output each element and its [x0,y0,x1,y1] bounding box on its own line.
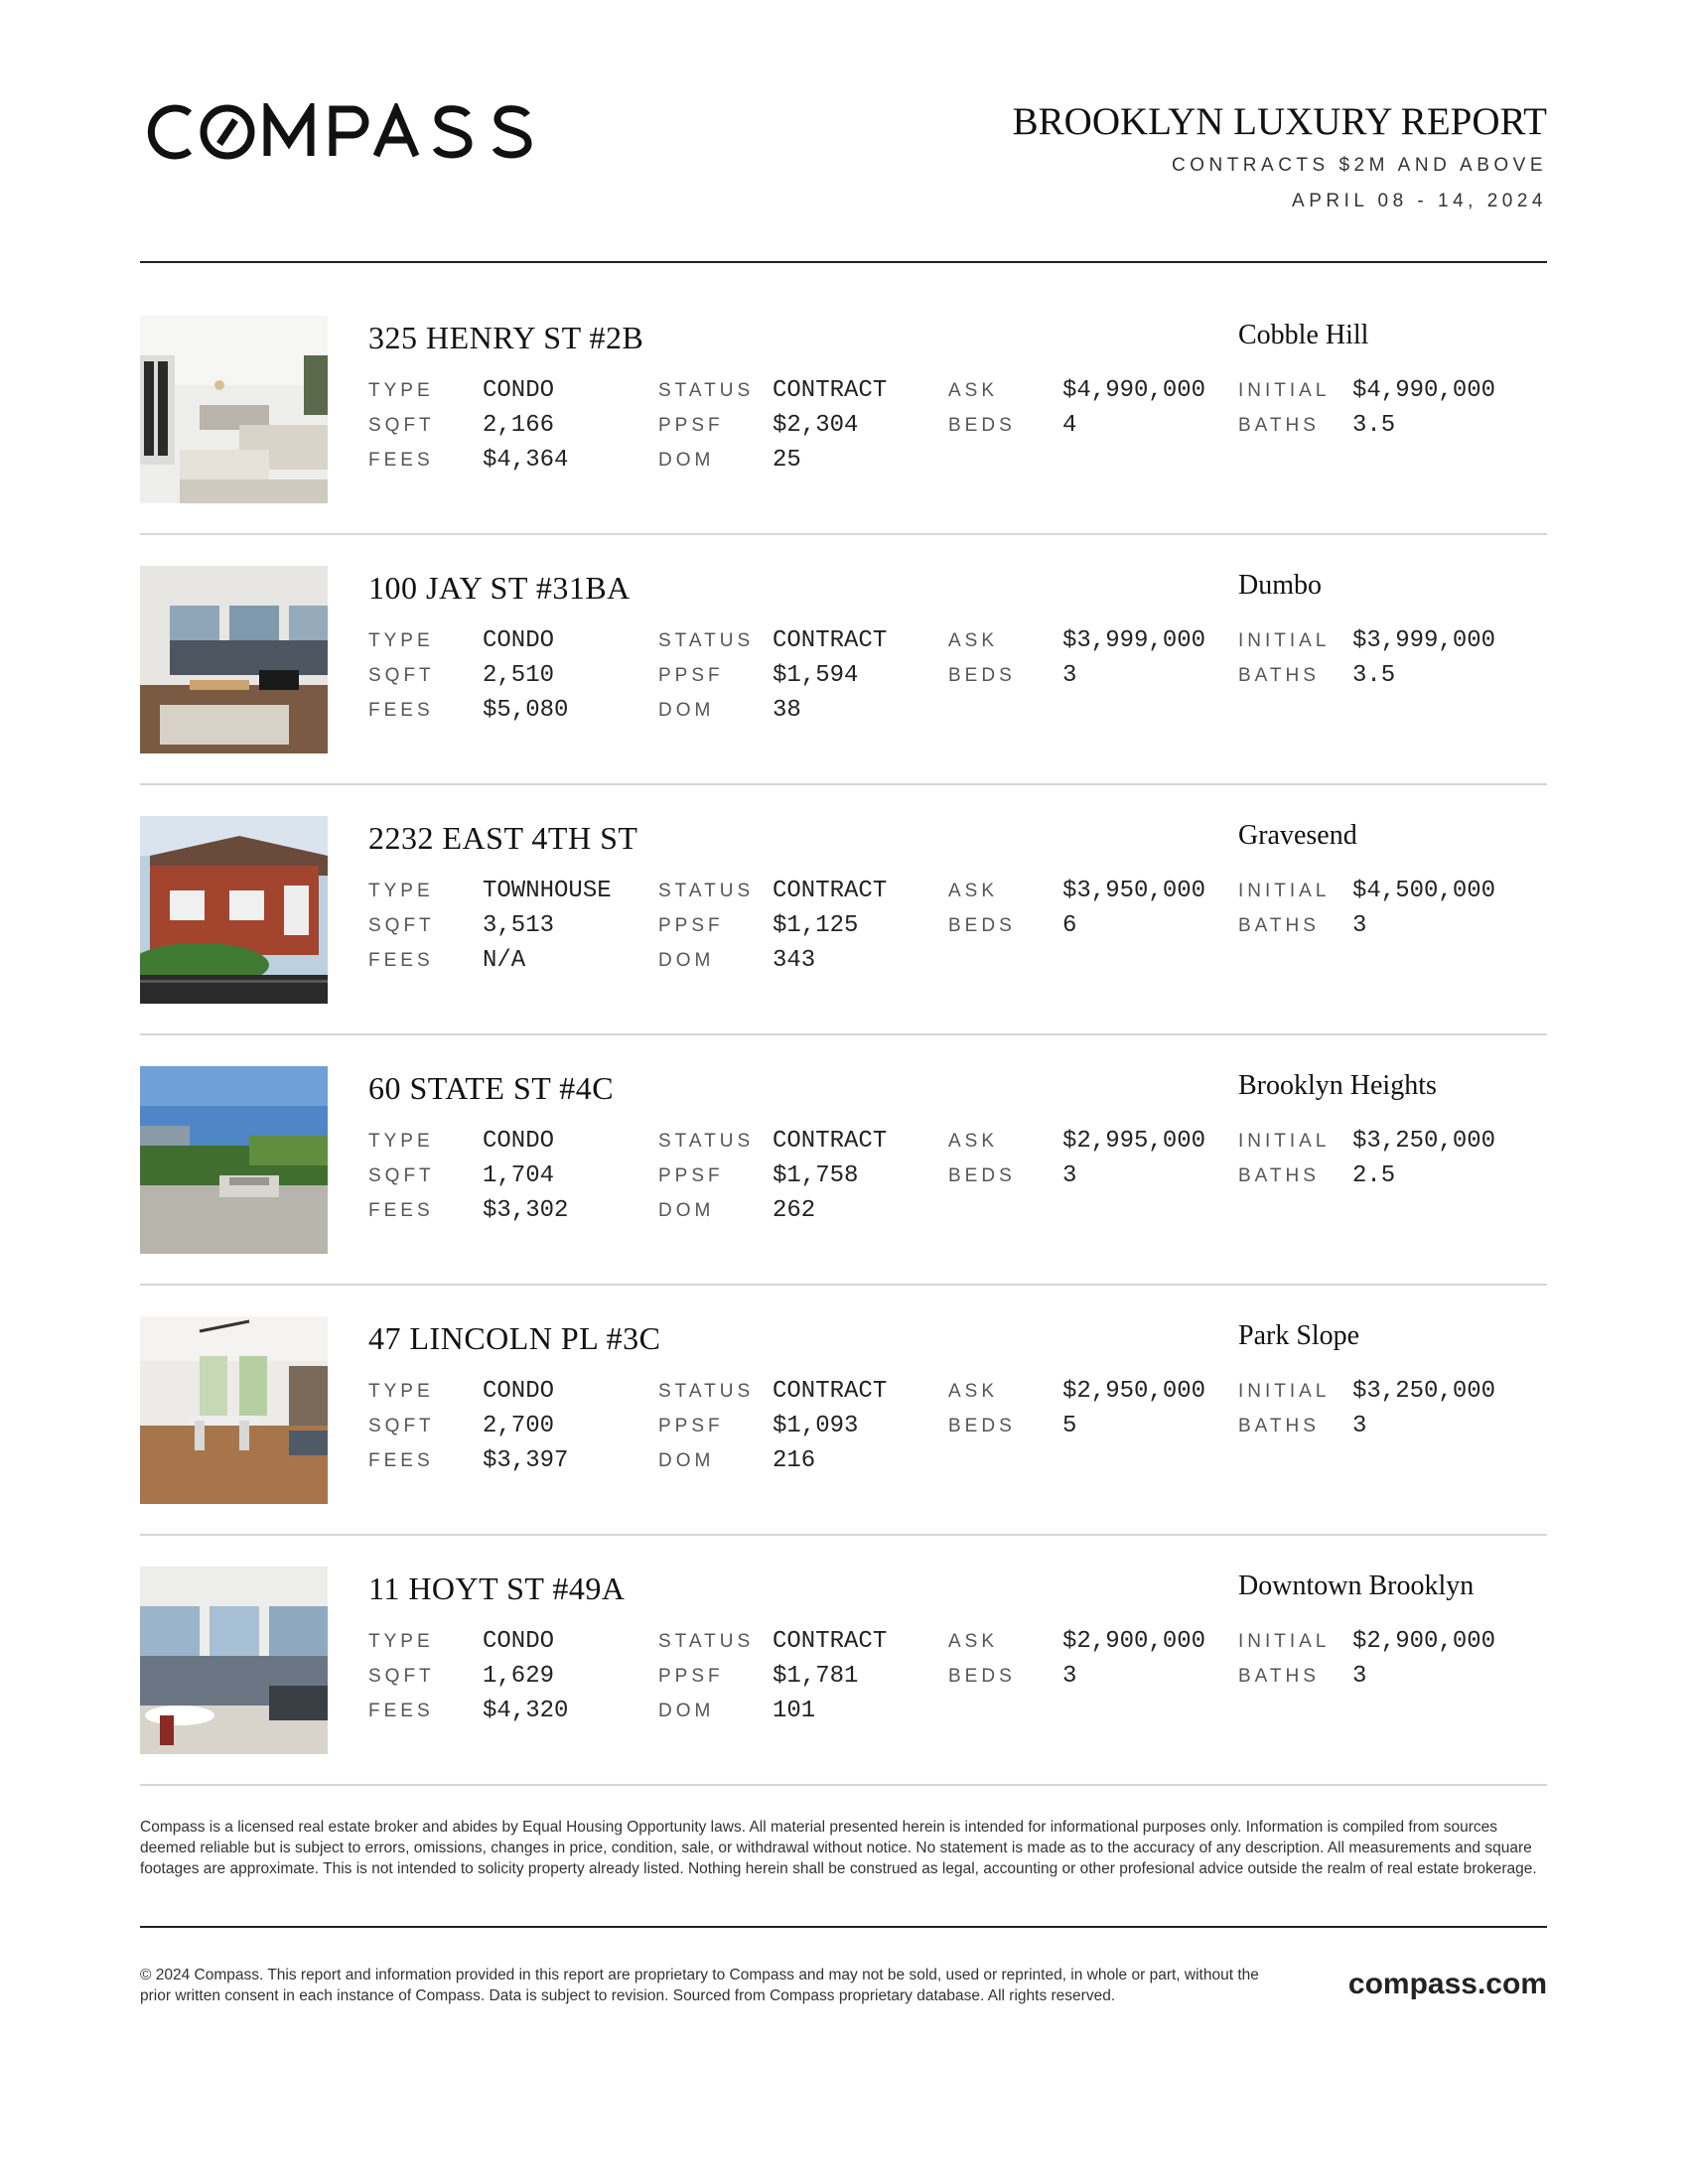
status-value: CONTRACT [773,1628,888,1655]
footer-divider [140,1926,1547,1928]
status-value: CONTRACT [773,1378,888,1405]
status-label: STATUS [658,630,755,651]
beds-value: 3 [1062,662,1077,689]
baths-value: 3 [1352,1663,1367,1690]
fees-value: $3,397 [483,1447,569,1474]
dom-value: 101 [773,1698,816,1724]
listing-address[interactable]: 325 HENRY ST #2B [368,320,644,355]
ppsf-value: $1,758 [773,1162,859,1189]
baths-label: BATHS [1238,1666,1320,1687]
beds-value: 5 [1062,1413,1077,1439]
listing-row [140,566,1547,816]
ask-value: $2,900,000 [1062,1628,1206,1655]
fees-value: $4,364 [483,447,569,474]
fees-label: FEES [368,1701,434,1721]
listing-row [140,816,1547,1066]
listing-row [140,1567,1547,1817]
listing-divider [140,1284,1547,1286]
ppsf-value: $1,125 [773,912,859,939]
status-label: STATUS [658,1131,755,1152]
beds-label: BEDS [948,1416,1016,1436]
type-value: CONDO [483,1128,555,1155]
listing-neighborhood: Park Slope [1238,1320,1360,1351]
beds-value: 6 [1062,912,1077,939]
initial-label: INITIAL [1238,1131,1331,1152]
listing-neighborhood: Cobble Hill [1238,320,1369,350]
baths-value: 3.5 [1352,662,1396,689]
ppsf-label: PPSF [658,1416,724,1436]
dom-label: DOM [658,1701,715,1721]
listing-photo[interactable] [140,816,328,1004]
initial-value: $4,500,000 [1352,878,1496,904]
compass-logo [140,103,567,161]
status-value: CONTRACT [773,377,888,404]
status-label: STATUS [658,1381,755,1402]
sqft-value: 1,704 [483,1162,555,1189]
ask-label: ASK [948,1631,999,1652]
type-label: TYPE [368,380,434,401]
fees-label: FEES [368,1450,434,1471]
listing-address[interactable]: 47 LINCOLN PL #3C [368,1320,661,1356]
dom-value: 262 [773,1197,816,1224]
listing-photo[interactable] [140,316,328,503]
fees-value: $4,320 [483,1698,569,1724]
initial-value: $2,900,000 [1352,1628,1496,1655]
listing-address[interactable]: 60 STATE ST #4C [368,1070,615,1106]
type-value: TOWNHOUSE [483,878,612,904]
baths-label: BATHS [1238,915,1320,936]
sqft-value: 2,510 [483,662,555,689]
report-subtitle: CONTRACTS $2M AND ABOVE [1171,155,1547,176]
dom-value: 343 [773,947,816,974]
listing-address[interactable]: 2232 EAST 4TH ST [368,820,638,856]
sqft-value: 1,629 [483,1663,555,1690]
compass-logo-mark [140,103,567,161]
baths-value: 3 [1352,1413,1367,1439]
type-value: CONDO [483,377,555,404]
sqft-label: SQFT [368,1416,435,1436]
listing-photo[interactable] [140,1066,328,1254]
status-value: CONTRACT [773,1128,888,1155]
listing-neighborhood: Brooklyn Heights [1238,1070,1437,1101]
disclaimer-text: Compass is a licensed real estate broker and abides by Equal Housing Opportunity laws. All material presented herein is intended for informational purposes only. Information is compiled from sources deemed reliable but is subject to errors, omissions, changes in price, condition, sale, or withdrawal without notice. No statement is made as to the accuracy of any description. All measurements and square footages are approximate. This is not intended to solicity property already listed. Nothing herein shall be construed as legal, accounting or other profesional advice outside the realm of real estate brokerage. [140,1819,1537,1877]
baths-label: BATHS [1238,1165,1320,1186]
fees-label: FEES [368,450,434,471]
fees-value: $5,080 [483,697,569,724]
beds-label: BEDS [948,1165,1016,1186]
report-date-range: APRIL 08 - 14, 2024 [1292,191,1547,211]
initial-value: $3,250,000 [1352,1378,1496,1405]
beds-label: BEDS [948,415,1016,436]
sqft-label: SQFT [368,415,435,436]
listing-divider [140,1033,1547,1035]
initial-label: INITIAL [1238,1631,1331,1652]
sqft-value: 2,166 [483,412,555,439]
listing-neighborhood: Downtown Brooklyn [1238,1570,1475,1601]
listing-photo[interactable] [140,1567,328,1754]
dom-value: 216 [773,1447,816,1474]
ppsf-value: $1,594 [773,662,859,689]
beds-label: BEDS [948,665,1016,686]
ask-value: $3,999,000 [1062,627,1206,654]
type-label: TYPE [368,1131,434,1152]
baths-label: BATHS [1238,415,1320,436]
status-value: CONTRACT [773,878,888,904]
sqft-label: SQFT [368,665,435,686]
listing-row [140,1316,1547,1567]
ppsf-label: PPSF [658,1666,724,1687]
fees-label: FEES [368,950,434,971]
ask-value: $2,995,000 [1062,1128,1206,1155]
type-label: TYPE [368,630,434,651]
listing-neighborhood: Dumbo [1238,570,1322,601]
dom-label: DOM [658,1450,715,1471]
baths-value: 3.5 [1352,412,1396,439]
listing-neighborhood: Gravesend [1238,820,1357,851]
ask-value: $2,950,000 [1062,1378,1206,1405]
header-divider [140,261,1547,263]
listing-row [140,1066,1547,1316]
dom-label: DOM [658,700,715,721]
sqft-label: SQFT [368,1165,435,1186]
sqft-value: 3,513 [483,912,555,939]
dom-label: DOM [658,450,715,471]
dom-label: DOM [658,950,715,971]
listing-photo[interactable] [140,1316,328,1504]
fees-label: FEES [368,1200,434,1221]
type-value: CONDO [483,1628,555,1655]
baths-value: 2.5 [1352,1162,1396,1189]
ppsf-label: PPSF [658,1165,724,1186]
beds-value: 3 [1062,1162,1077,1189]
dom-value: 25 [773,447,801,474]
baths-value: 3 [1352,912,1367,939]
ask-label: ASK [948,1131,999,1152]
ask-value: $4,990,000 [1062,377,1206,404]
ask-label: ASK [948,630,999,651]
ppsf-value: $1,781 [773,1663,859,1690]
initial-value: $3,250,000 [1352,1128,1496,1155]
ask-label: ASK [948,1381,999,1402]
ask-label: ASK [948,881,999,901]
initial-label: INITIAL [1238,630,1331,651]
listing-row [140,316,1547,566]
listing-photo[interactable] [140,566,328,753]
type-label: TYPE [368,1631,434,1652]
ppsf-label: PPSF [658,915,724,936]
sqft-label: SQFT [368,915,435,936]
type-label: TYPE [368,1381,434,1402]
beds-label: BEDS [948,915,1016,936]
type-label: TYPE [368,881,434,901]
listing-address[interactable]: 11 HOYT ST #49A [368,1570,626,1606]
ask-value: $3,950,000 [1062,878,1206,904]
listing-divider [140,533,1547,535]
initial-value: $3,999,000 [1352,627,1496,654]
type-value: CONDO [483,627,555,654]
report-page [140,0,1547,2184]
fees-label: FEES [368,700,434,721]
status-label: STATUS [658,881,755,901]
fees-value: N/A [483,947,526,974]
listing-divider [140,1784,1547,1786]
sqft-label: SQFT [368,1666,435,1687]
initial-label: INITIAL [1238,881,1331,901]
listing-divider [140,783,1547,785]
status-label: STATUS [658,1631,755,1652]
status-value: CONTRACT [773,627,888,654]
listing-divider [140,1534,1547,1536]
ppsf-label: PPSF [658,415,724,436]
type-value: CONDO [483,1378,555,1405]
report-title: BROOKLYN LUXURY REPORT [1012,100,1547,143]
initial-value: $4,990,000 [1352,377,1496,404]
dom-label: DOM [658,1200,715,1221]
beds-value: 4 [1062,412,1077,439]
ppsf-value: $2,304 [773,412,859,439]
sqft-value: 2,700 [483,1413,555,1439]
beds-value: 3 [1062,1663,1077,1690]
beds-label: BEDS [948,1666,1016,1687]
website-link[interactable]: compass.com [1347,1968,1547,2000]
initial-label: INITIAL [1238,1381,1331,1402]
dom-value: 38 [773,697,801,724]
copyright-text: © 2024 Compass. This report and information provided in this report are proprietary to Compass and may not be sold, used or reprinted, in whole or part, without the prior written consent in each instance of Compass. Data is subject to revision. Sourced from Compass proprietary database. All rights reserved. [140,1967,1259,2004]
baths-label: BATHS [1238,665,1320,686]
ppsf-value: $1,093 [773,1413,859,1439]
listing-address[interactable]: 100 JAY ST #31BA [368,570,631,606]
status-label: STATUS [658,380,755,401]
initial-label: INITIAL [1238,380,1331,401]
fees-value: $3,302 [483,1197,569,1224]
ask-label: ASK [948,380,999,401]
baths-label: BATHS [1238,1416,1320,1436]
ppsf-label: PPSF [658,665,724,686]
